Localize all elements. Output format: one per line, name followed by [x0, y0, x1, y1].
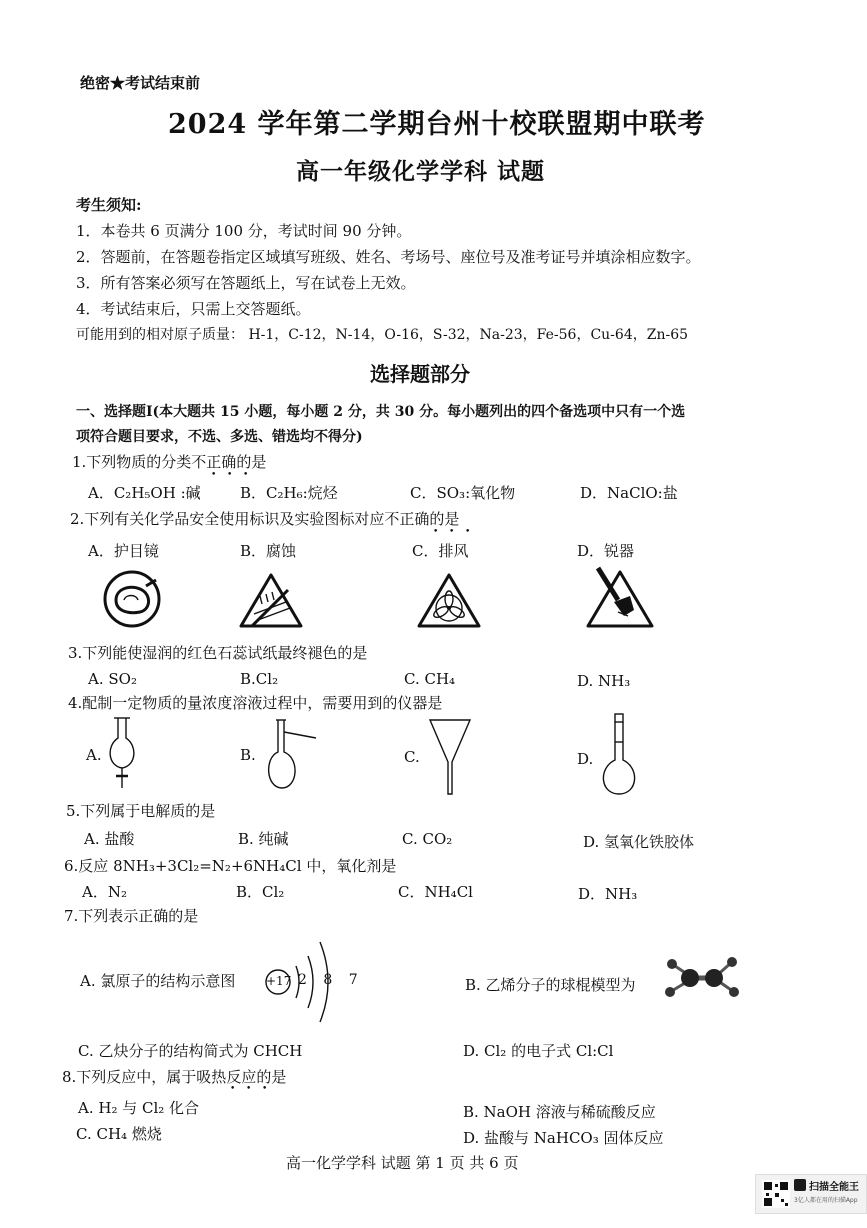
q7-option-a: A. 氯原子的结构示意图	[80, 972, 236, 990]
question-2-stem: 2.下列有关化学品安全使用标识及实验图标对应不正确的是	[70, 510, 460, 528]
q4-option-a: A.	[86, 746, 102, 764]
q3-option-b: B.Cl₂	[240, 670, 279, 688]
funnel-icon	[428, 716, 472, 796]
q1-option-a: A．C₂H₅OH :碱	[88, 484, 201, 502]
q8-option-d: D. 盐酸与 NaHCO₃ 固体反应	[463, 1129, 664, 1147]
scanner-badge	[755, 1174, 867, 1214]
section-title: 选择题部分	[370, 362, 470, 386]
question-8-stem: 8.下列反应中，属于吸热反应的是	[62, 1068, 287, 1086]
atomic-masses: 可能用到的相对原子质量： H-1，C-12，N-14，O-16，S-32，Na-23，Fe-56，Cu-64，Zn-65	[76, 327, 689, 343]
corrosion-icon	[238, 572, 304, 630]
q5-option-a: A. 盐酸	[84, 830, 135, 848]
q6-option-a: A．N₂	[82, 883, 127, 901]
question-5-stem: 5.下列属于电解质的是	[66, 802, 216, 820]
distillation-flask-icon	[262, 718, 322, 792]
question-6-stem: 6.反应 8NH₃+3Cl₂=N₂+6NH₄Cl 中，氧化剂是	[64, 857, 397, 875]
q7-option-b: B. 乙烯分子的球棍模型为	[465, 976, 636, 994]
notice-item: 3．所有答案必须写在答题纸上，写在试卷上无效。	[76, 274, 416, 292]
q2-option-c: C．排风	[412, 542, 469, 560]
q7-option-c: C. 乙炔分子的结构简式为 CHCH	[78, 1042, 303, 1060]
q1-option-d: D．NaClO:盐	[580, 484, 678, 502]
ethylene-ball-stick-model	[664, 954, 740, 1004]
cs-logo-icon	[794, 1179, 806, 1191]
section-instructions: 项符合题目要求，不选、多选、错选均不得分)	[76, 429, 363, 445]
ventilation-icon	[416, 572, 482, 630]
question-4-stem: 4.配制一定物质的量浓度溶液过程中，需要用到的仪器是	[68, 694, 443, 712]
q8-option-c: C. CH₄ 燃烧	[76, 1125, 162, 1143]
atom-core-label: +17	[266, 974, 292, 988]
separatory-funnel-icon	[104, 716, 140, 792]
q6-option-c: C．NH₄Cl	[398, 883, 473, 901]
atom-shell-labels: 2 8 7	[298, 972, 364, 988]
sharps-icon	[584, 566, 656, 630]
badge-title: 扫描全能王	[809, 1182, 859, 1193]
badge-subtitle: 3亿人都在用的扫描App	[794, 1197, 858, 1204]
q4-option-c: C.	[404, 748, 420, 766]
notice-item: 4．考试结束后，只需上交答题纸。	[76, 300, 311, 318]
q3-option-c: C. CH₄	[404, 670, 456, 688]
goggles-icon	[102, 570, 162, 628]
notice-item: 1．本卷共 6 页满分 100 分，考试时间 90 分钟。	[76, 222, 412, 240]
question-1-stem: 1.下列物质的分类不正确的是	[72, 453, 267, 471]
section-instructions: 一、选择题I(本大题共 15 小题，每小题 2 分，共 30 分。每小题列出的四个备选项中只有一个选	[76, 404, 686, 420]
notice-heading: 考生须知:	[76, 196, 142, 214]
q5-option-c: C. CO₂	[402, 830, 453, 848]
q2-option-d: D．锐器	[577, 542, 635, 560]
q4-option-d: D.	[577, 750, 594, 768]
q5-option-d: D. 氢氧化铁胶体	[583, 833, 695, 851]
q6-option-d: D．NH₃	[578, 885, 638, 903]
page-footer: 高一化学学科 试题 第 1 页 共 6 页	[286, 1154, 519, 1172]
q6-option-b: B．Cl₂	[236, 883, 285, 901]
volumetric-flask-icon	[596, 712, 642, 798]
secret-label: 绝密★考试结束前	[80, 74, 201, 92]
question-7-stem: 7.下列表示正确的是	[64, 907, 199, 925]
qr-code-icon	[762, 1180, 790, 1208]
q4-option-b: B.	[240, 746, 256, 764]
page-subtitle: 高一年级化学学科 试题	[296, 158, 546, 185]
page-title: 2024 学年第二学期台州十校联盟期中联考	[168, 109, 706, 140]
q8-option-b: B. NaOH 溶液与稀硫酸反应	[463, 1103, 656, 1121]
notice-item: 2．答题前，在答题卷指定区域填写班级、姓名、考场号、座位号及准考证号并填涂相应数字。	[76, 248, 701, 266]
q1-option-b: B．C₂H₆:烷烃	[240, 484, 338, 502]
q5-option-b: B. 纯碱	[238, 830, 289, 848]
q2-option-b: B．腐蚀	[240, 542, 297, 560]
q7-option-d: D. Cl₂ 的电子式 Cl:Cl	[463, 1042, 614, 1060]
q1-option-c: C．SO₃:氧化物	[410, 484, 516, 502]
q3-option-a: A. SO₂	[88, 670, 137, 688]
q8-option-a: A. H₂ 与 Cl₂ 化合	[78, 1099, 200, 1117]
q3-option-d: D. NH₃	[577, 672, 631, 690]
q2-option-a: A．护目镜	[88, 542, 159, 560]
question-3-stem: 3.下列能使湿润的红色石蕊试纸最终褪色的是	[68, 644, 368, 662]
